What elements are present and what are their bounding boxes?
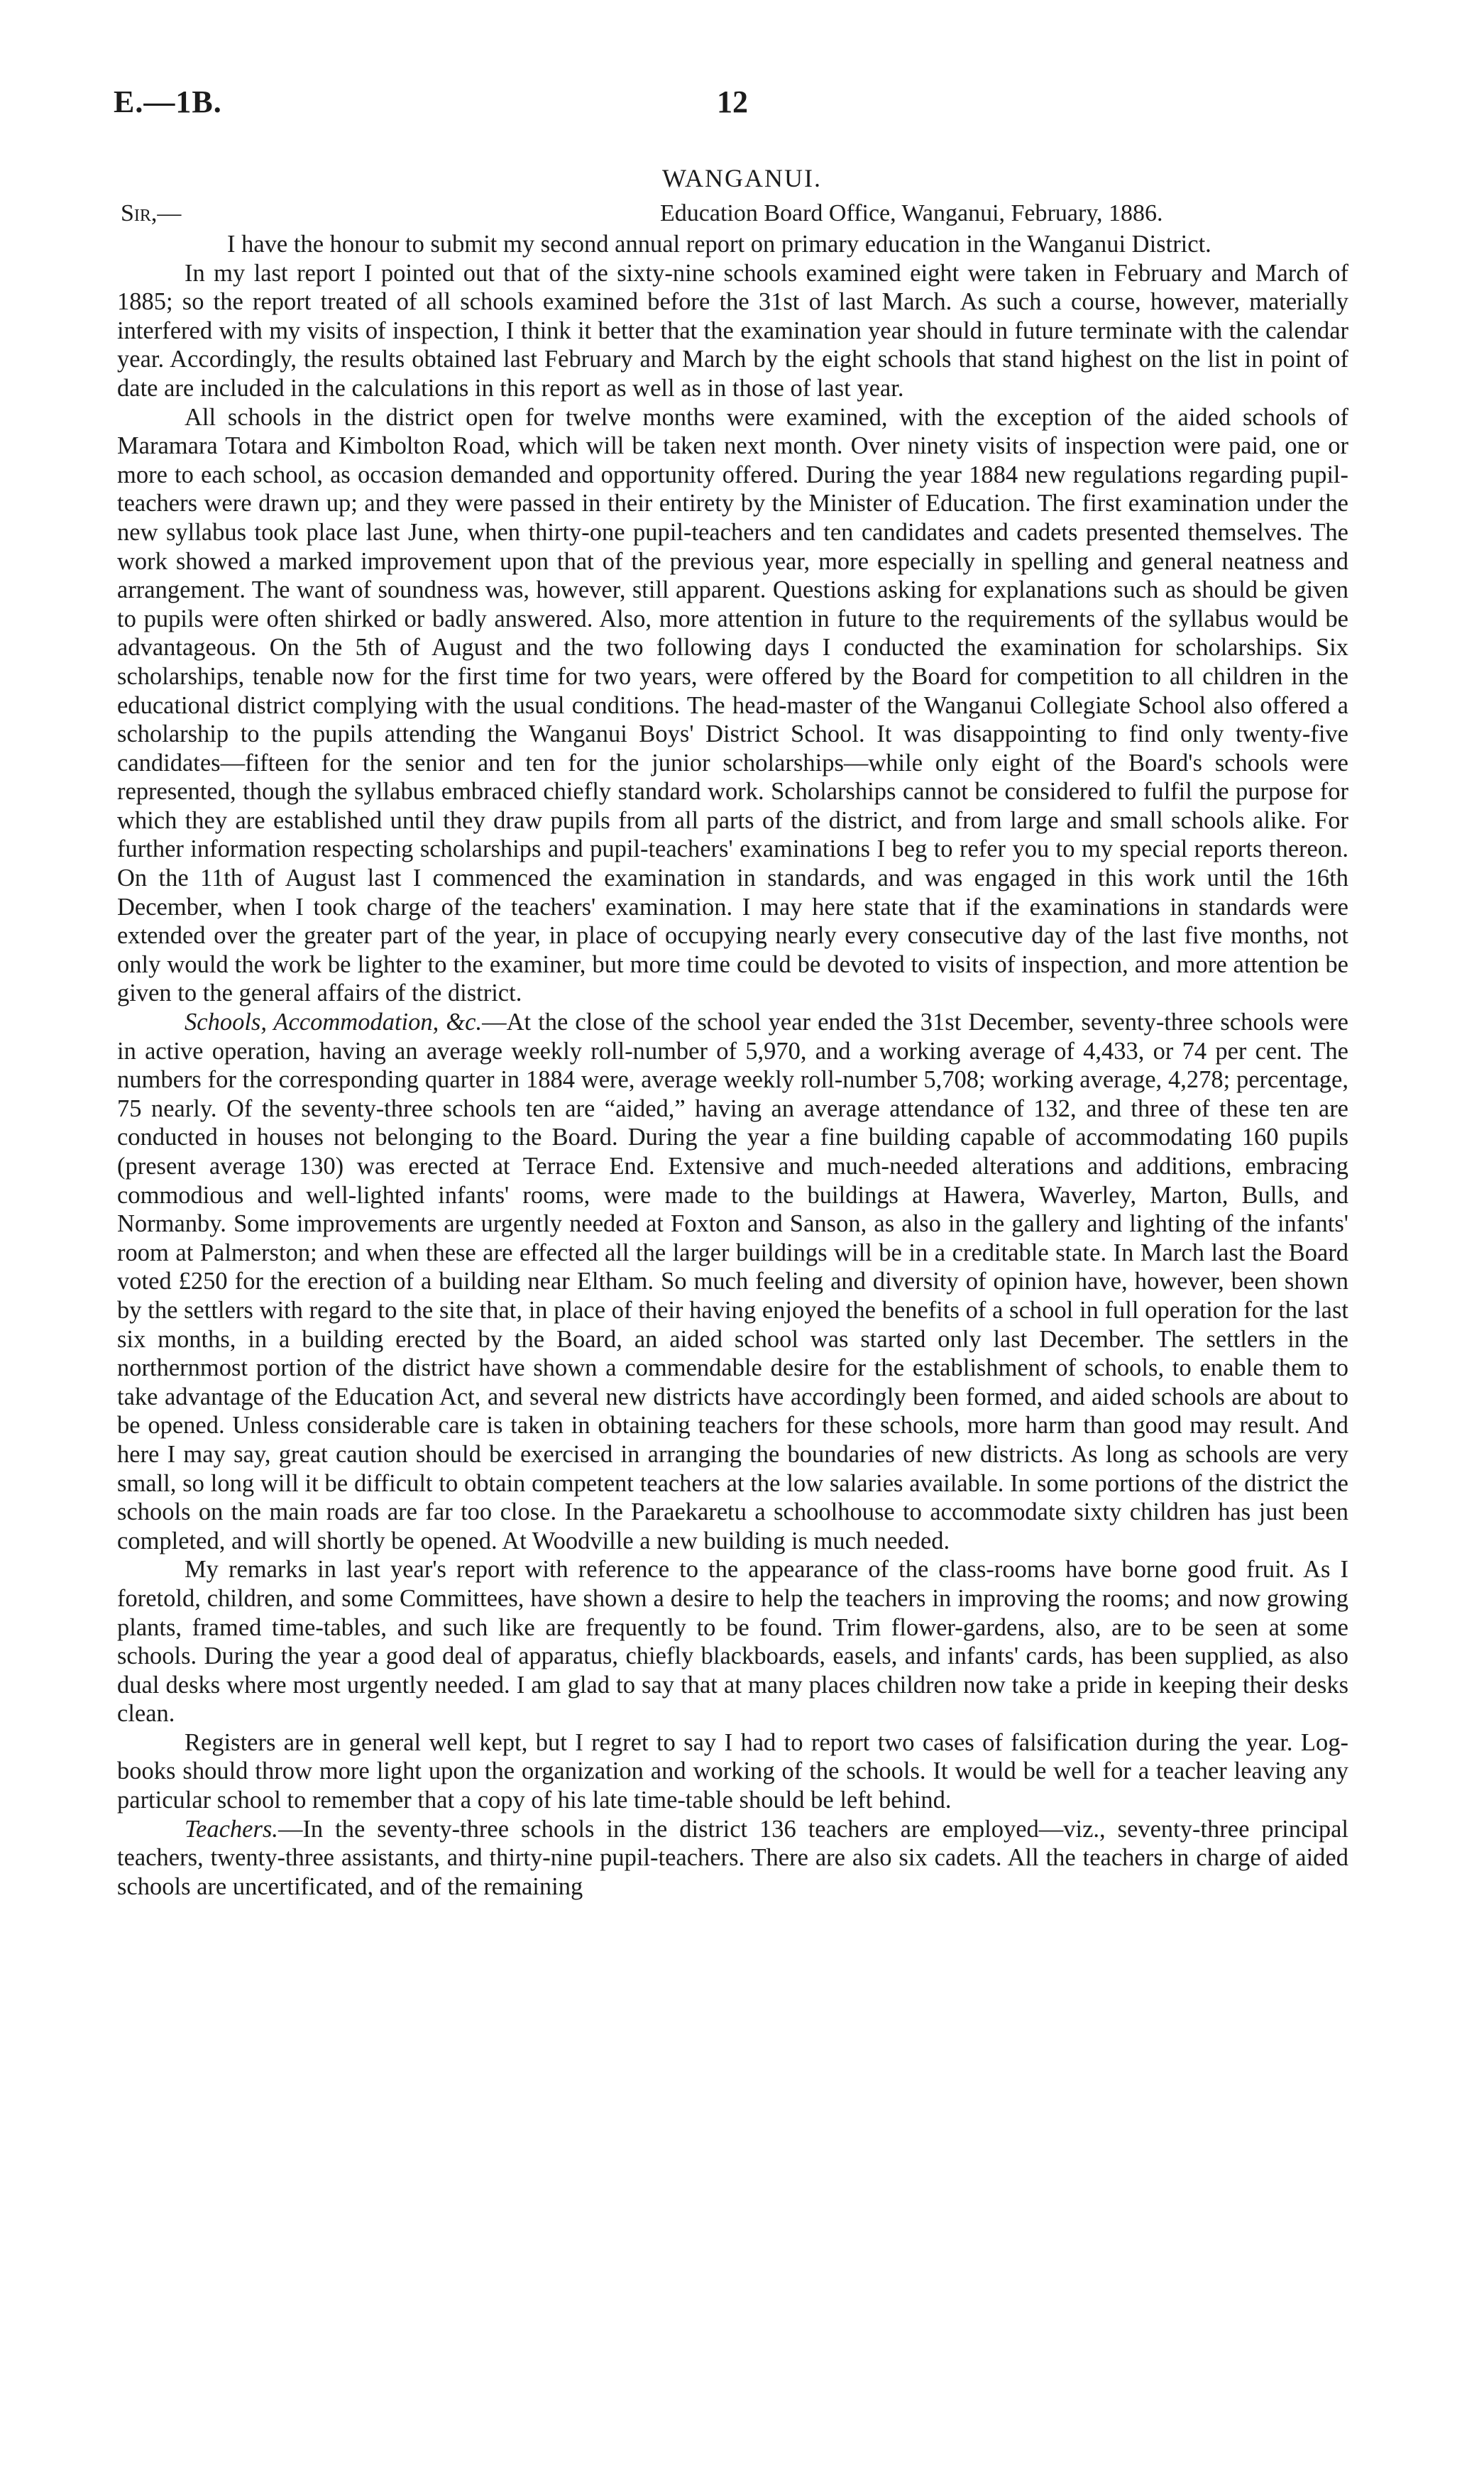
page-number: 12 — [717, 84, 748, 119]
paragraph — [117, 1555, 1348, 1728]
paragraph-text: —At the close of the school year ended the 31st December, seventy-three schools were in active operation, having an average weekly roll-number of 5,970, and a working average of 4,433, or 74 per cent. The numbers for the corresponding quarter in 1884 were, average weekly roll-number 5,708; working average, 4,278; percentage, 75 nearly. Of the seventy-three schools ten are “aided,” having an average attendance of 132, and three of these ten are conducted in houses not belonging to the Board. During the year a fine building capable of accommodating 160 pupils (present average 130) was erected at Terrace End. Extensive and much-needed alterations and additions, embracing commodious and well-lighted infants' rooms, were made to the buildings at Hawera, Waverley, Marton, Bulls, and Normanby. Some improvements are urgently needed at Foxton and Sanson, as also in the gallery and lighting of the infants' room at Palmerston; and when these are effected all the larger buildings will be in a creditable state. In March last the Board voted £250 for the erection of a building near Eltham. So much feeling and diversity of opinion have, however, been shown by the settlers with regard to the site that, in place of their having enjoyed the benefits of a school in full operation for the last six months, in a building erected by the Board, an aided school was started only last December. The settlers in the northernmost portion of the district have shown a commendable desire for the establishment of schools, to enable them to take advantage of the Education Act, and several new districts have accordingly been formed, and aided schools are about to be opened. Unless considerable care is taken in obtaining teachers for these schools, more harm than good may result. And here I may say, great caution should be exercised in arranging the boundaries of new districts. As long as schools are very small, so long will it be difficult to obtain competent teachers at the low salaries available. In some portions of the district the schools on the main roads are far too close. In the Paraekaretu a schoolhouse to accommodate sixty children has just been completed, and will shortly be opened. At Woodville a new building is much needed. — [117, 1009, 1348, 1554]
paragraph-text: In my last report I pointed out that of the sixty-nine schools examined eight were taken in February and March of 1885; so the report treated of all schools examined before the 31st of last March. As such a course, however, materially interfered with my visits of inspection, I think it better that the examination year should in future terminate with the calendar year. Accordingly, the results obtained last February and March by the eight schools that stand highest on the list in point of date are included in the calculations in this report as well as in those of last year. — [117, 259, 1348, 402]
paragraph — [117, 1728, 1348, 1815]
paragraph-text: My remarks in last year's report with reference to the appearance of the class-rooms have borne good fruit. As I foretold, children, and some Committees, have shown a desire to help the teachers in improving the rooms; and now growing plants, framed time-tables, and such like are frequently to be found. Trim flower-gardens, also, are to be seen at some schools. During the year a good deal of apparatus, chiefly blackboards, easels, and infants' cards, has been supplied, as also dual desks where most urgently needed. I am glad to say that at many places children now take a pride in keeping their desks clean. — [117, 1556, 1348, 1728]
paragraph-heading: Teachers. — [185, 1815, 278, 1843]
paragraph — [117, 1008, 1348, 1555]
document-reference: E.—1B. — [114, 84, 222, 119]
paragraph-text: Registers are in general well kept, but I regret to say I had to report two cases of falsification during the year. Log-books should throw more light upon the organization and working of the schools. It would be well for a teacher leaving any particular school to remember that a copy of his late time-table should be left behind. — [117, 1728, 1348, 1814]
paragraph — [117, 230, 1348, 259]
salutation: Sir,— — [121, 200, 182, 226]
paragraph-text: All schools in the district open for twelve months were examined, with the exception of the aided schools of Maramara Totara and Kimbolton Road, which will be taken next month. Over ninety visits of inspection were paid, one or more to each school, as occasion demanded and opportunity offered. During the year 1884 new regulations regarding pupil-teachers were drawn up; and they were passed in their entirety by the Minister of Education. The first examination under the new syllabus took place last June, when thirty-one pupil-teachers and ten candidates and cadets presented themselves. The work showed a marked improvement upon that of the previous year, more especially in spelling and general neatness and arrangement. The want of soundness was, however, still apparent. Questions asking for explanations such as should be given to pupils were often shirked or badly answered. Also, more attention in future to the requirements of the syllabus would be advantageous. On the 5th of August and the two following days I conducted the examination for scholarships. Six scholarships, tenable now for the first time for two years, were offered by the Board for competition to all children in the educational district complying with the usual conditions. The head-master of the Wanganui Collegiate School also offered a scholarship to the pupils attending the Wanganui Boys' District School. It was disappointing to find only twenty-five candidates—fifteen for the senior and ten for the junior scholarships—while only eight of the Board's schools were represented, though the syllabus embraced chiefly standard work. Scholarships cannot be considered to fulfil the purpose for which they are established until they draw pupils from all parts of the district, and from large and small schools alike. For further information respecting scholarships and pupil-teachers' examinations I beg to refer you to my special reports thereon. On the 11th of August last I commenced the examination in standards, and was engaged in this work until the 16th December, when I took charge of the teachers' examination. I may here state that if the examinations in standards were extended over the greater part of the year, in place of occupying nearly every consecutive day of the last five months, not only would the work be lighter to the examiner, but more time could be devoted to visits of inspection, and more attention be given to the general affairs of the district. — [117, 403, 1348, 1007]
paragraph — [117, 1815, 1348, 1902]
dateline: Education Board Office, Wanganui, February, 1886. — [660, 200, 1163, 226]
paragraph — [117, 259, 1348, 403]
report-body — [117, 230, 1348, 1901]
paragraph-heading: Schools, Accommodation, &c. — [185, 1009, 483, 1036]
section-title: WANGANUI. — [662, 164, 822, 192]
paragraph — [117, 403, 1348, 1008]
paragraph-text: —In the seventy-three schools in the district 136 teachers are employed—viz., seventy-three principal teachers, twenty-three assistants, and thirty-nine pupil-teachers. There are also six cadets. All the teachers in charge of aided schools are uncertificated, and of the remaining — [117, 1815, 1348, 1900]
paragraph-text: I have the honour to submit my second annual report on primary education in the Wanganui District. — [227, 231, 1211, 258]
